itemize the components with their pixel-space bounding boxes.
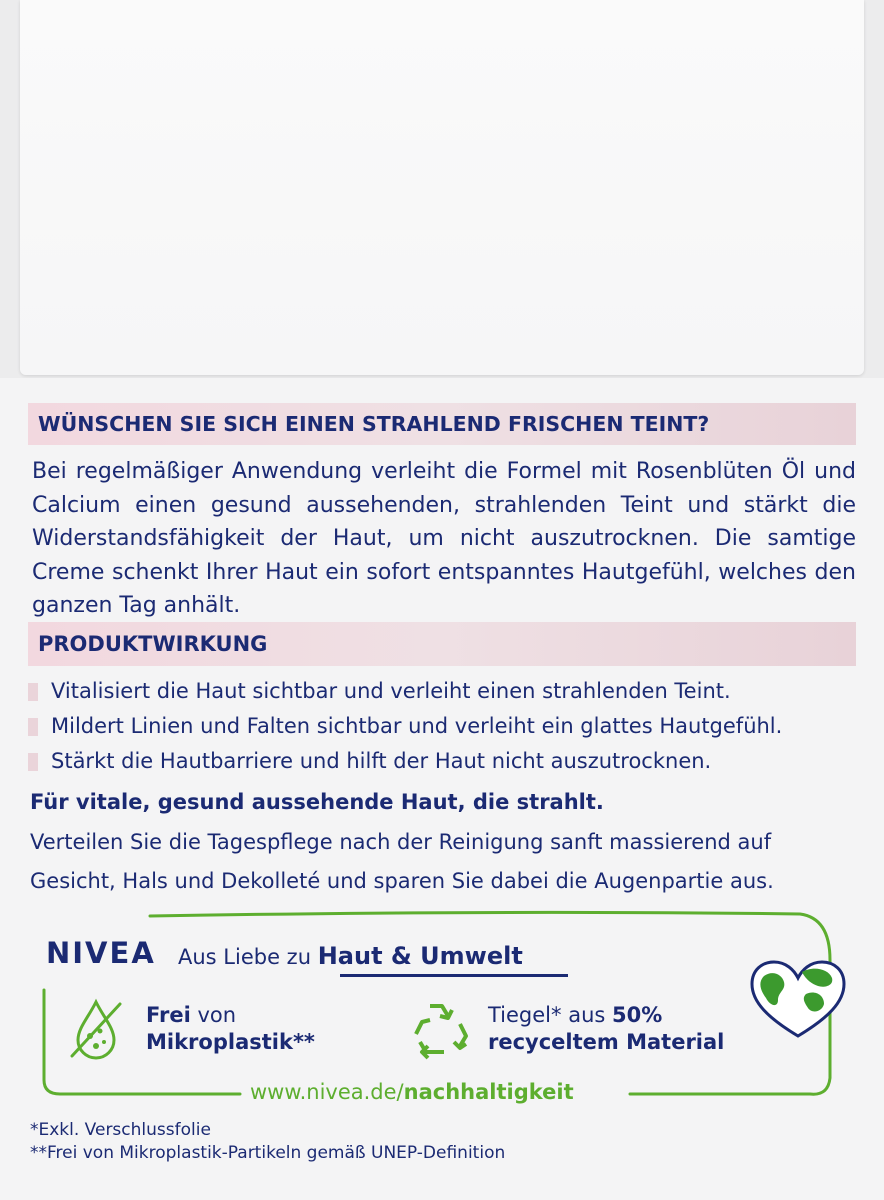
- list-item: Stärkt die Hautbarriere und hilft der Haut nicht auszutrocknen.: [28, 744, 868, 779]
- recycle-icon: [408, 998, 474, 1060]
- description-paragraph: Bei regelmäßiger Anwendung verleiht die Formel mit Rosenblüten Öl und Calcium einen gesund aussehenden, strahlenden Teint und stärkt die Widerstandsfähigkeit der Haut, um nicht auszutrocknen. Die samtige Creme schenkt Ihrer Haut ein sofort entspanntes Hautgefühl, welches den ganzen Tag anhält.: [32, 459, 856, 619]
- effects-heading: PRODUKTWIRKUNG: [38, 632, 268, 656]
- heading-band: [28, 403, 856, 445]
- heading-title: WÜNSCHEN SIE SICH EINEN STRAHLEND FRISCHEN TEINT?: [38, 412, 710, 436]
- bullet-marker: [28, 753, 38, 771]
- effects-heading-band: [28, 622, 856, 666]
- tagline-underline: [340, 974, 568, 977]
- footnote-1: *Exkl. Verschlussfolie: [30, 1120, 211, 1140]
- footnote-2: **Frei von Mikroplastik-Partikeln gemäß UNEP-Definition: [30, 1143, 506, 1163]
- sustainability-link[interactable]: www.nivea.de/nachhaltigkeit: [250, 1080, 574, 1104]
- list-item: Mildert Linien und Falten sichtbar und verleiht ein glattes Hautgefühl.: [28, 709, 868, 744]
- jar-lid: [20, 0, 864, 375]
- tagline: Aus Liebe zu Haut & Umwelt: [178, 942, 523, 970]
- usage-instructions: Verteilen Sie die Tagespflege nach der Reinigung sanft massierend auf Gesicht, Hals und Dekolleté und sparen Sie dabei die Augenpartie aus.: [30, 830, 774, 893]
- effects-list: [28, 674, 868, 779]
- jar-material-text: Tiegel* aus 50% recyceltem Material: [488, 1003, 725, 1054]
- list-item: Vitalisiert die Haut sichtbar und verleiht einen strahlenden Teint.: [28, 674, 868, 709]
- no-microplastic-icon: [66, 996, 126, 1062]
- nivea-logo: NIVEA: [46, 936, 156, 970]
- bullet-marker: [28, 718, 38, 736]
- benefit-subheading: Für vitale, gesund aussehende Haut, die strahlt.: [30, 790, 604, 814]
- heart-globe-icon: [748, 958, 848, 1040]
- microplastic-text: Frei von Mikroplastik**: [146, 1003, 315, 1054]
- bullet-marker: [28, 683, 38, 701]
